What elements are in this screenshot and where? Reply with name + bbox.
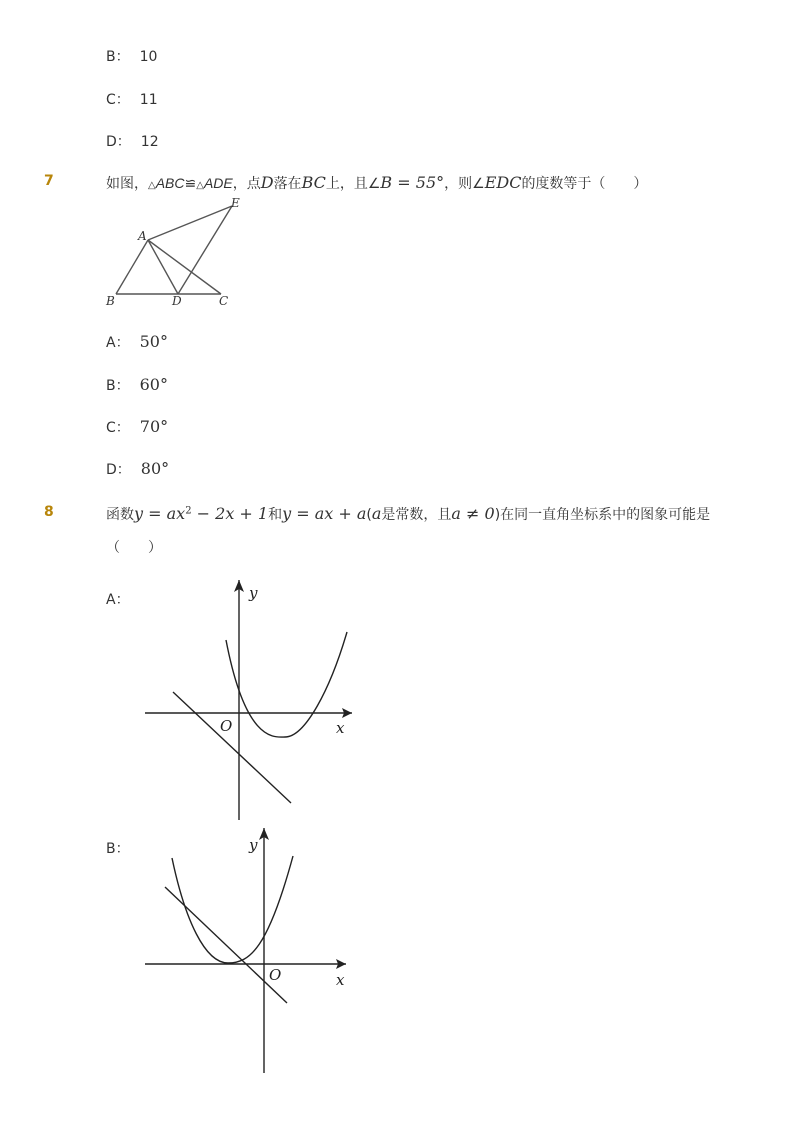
option-value: 11 [139,92,158,108]
option-value: 70° [139,417,169,436]
q8-f2: y = ax + a [282,504,367,523]
question-8-answer-blank: （ ） [106,540,162,556]
q7-edc: EDC [484,173,522,192]
q7-text-part: ，则∠ [444,176,485,192]
q7-bc: BC [301,173,326,192]
parabola-graph [172,856,293,963]
q8-text-part: )在同一直角坐标系中的图象可能是 [494,507,711,523]
triangle-symbol: △ [196,180,204,191]
q7-d: D [260,173,274,192]
option-label: B： [106,841,130,857]
q7-abc: ABC [155,175,185,191]
option-value: 60° [139,375,168,394]
option-label: C： [106,420,130,436]
axis-label-y: y [249,836,258,854]
q8-neq: a ≠ 0 [451,504,495,523]
line-graph [165,887,287,1003]
q8-exponent: 2 [185,505,192,517]
point-label-c: C [219,294,229,308]
point-label-e: E [231,196,240,210]
question-number-8: 8 [44,504,54,520]
q7-text-part: 如图， [106,176,148,192]
axis-label-x: x [336,971,345,989]
option-label: B： [106,378,130,394]
q7-text-part: 上，且∠ [325,176,381,192]
q7-text-part: 落在 [273,176,302,192]
option-value: 50° [139,332,168,351]
option-label: A： [106,592,130,608]
congruent-symbol: ≌ [184,176,197,192]
point-label-b: B [106,294,115,308]
q7-b-eq: B = 55° [380,173,445,192]
q8-text-part: 函数 [106,507,134,523]
option-label: A： [106,335,130,351]
triangle-symbol: △ [148,180,156,191]
point-label-d: D [172,294,182,308]
q8-f1: y = ax [134,504,186,523]
option-label: D： [106,462,131,478]
question-number-7: 7 [44,173,54,189]
axis-label-y: y [249,584,258,602]
q8-f1b: − 2x + 1 [191,504,269,523]
option-label: D： [106,134,131,150]
origin-label: O [269,966,282,984]
q8-a: a [371,504,382,523]
option-label: B： [106,49,130,65]
q7-text-part: 的度数等于（ ） [521,176,648,192]
option-value: 12 [140,134,159,150]
q8-text-part: ( [366,507,372,523]
q7-ade: ADE [203,175,233,191]
option-value: 10 [139,49,158,65]
point-label-a: A [138,229,147,243]
q8-text-part: 和 [268,507,283,523]
origin-label: O [220,717,233,735]
q8-text-part: 是常数，且 [381,507,452,523]
option-value: 80° [140,459,170,478]
option-label: C： [106,92,130,108]
q7-text-part: ，点 [232,176,261,192]
axis-label-x: x [336,719,345,737]
